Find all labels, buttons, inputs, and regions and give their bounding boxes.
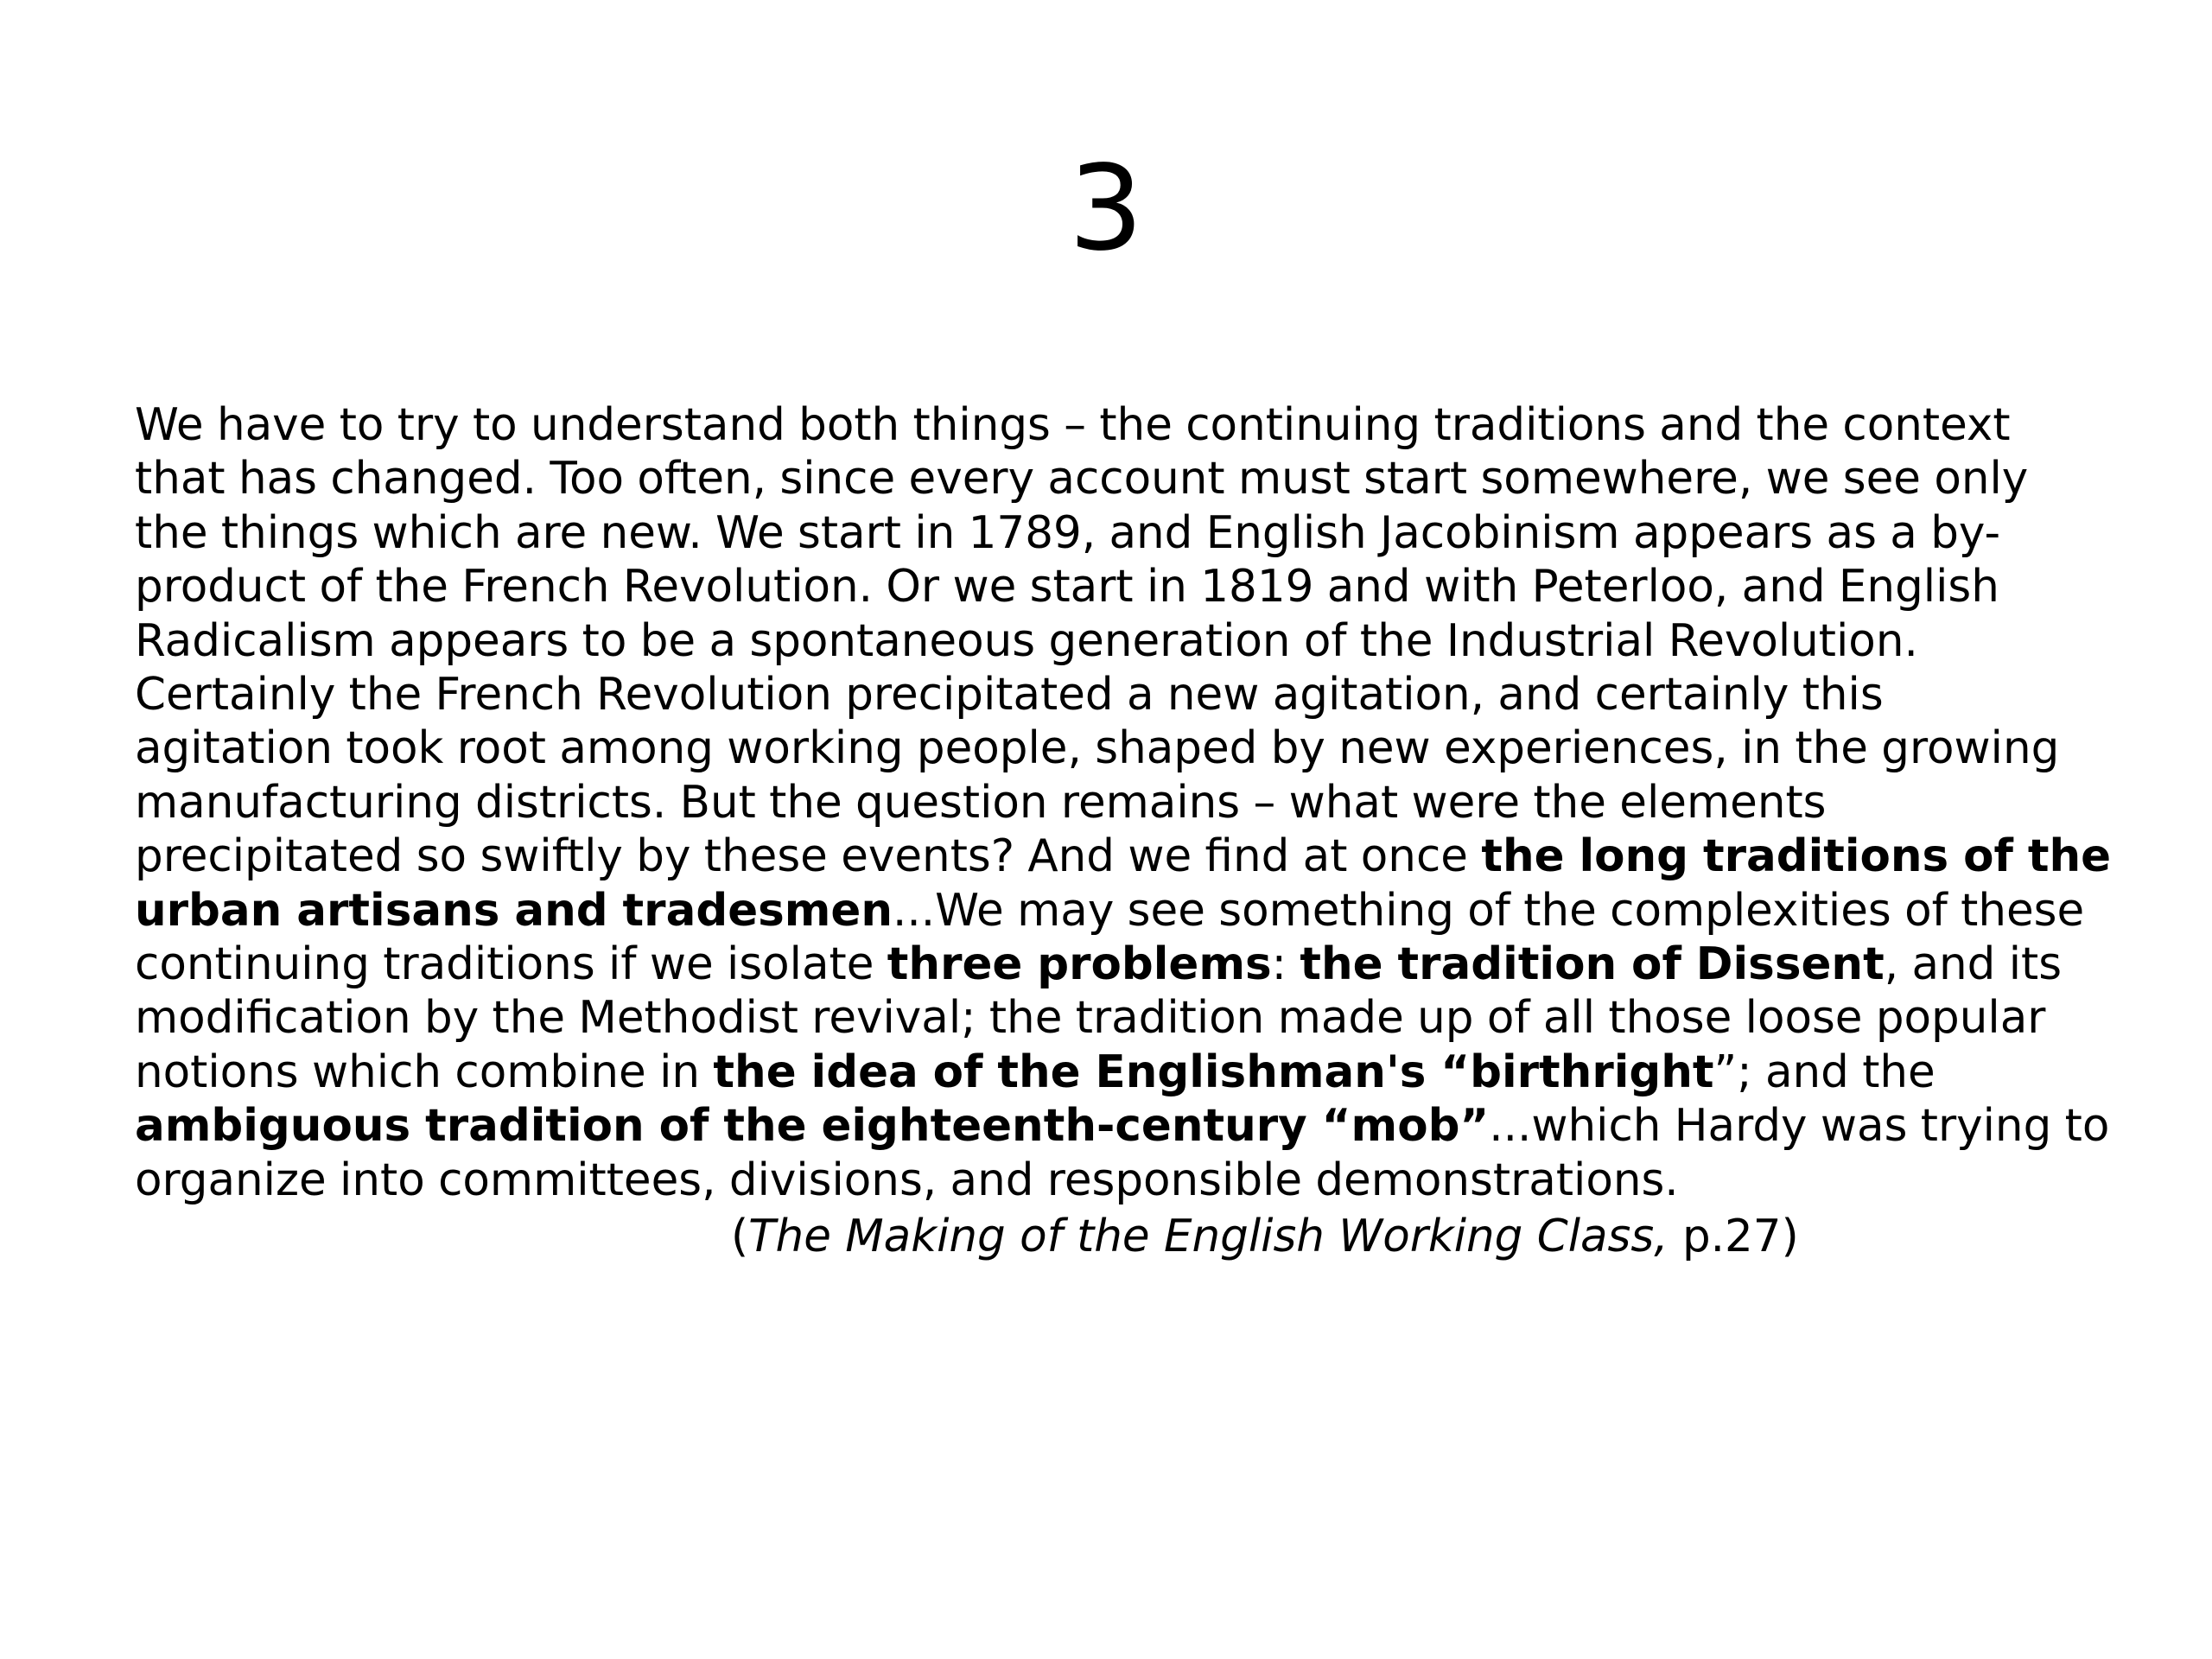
quote-line xyxy=(135,668,2113,721)
quote-line xyxy=(135,398,2113,452)
quote-text: ”; and the xyxy=(1713,1046,1936,1098)
quote-line xyxy=(135,1099,2113,1153)
citation-page: p.27) xyxy=(1668,1211,1799,1262)
quote-text: ...which Hardy was trying to xyxy=(1489,1100,2110,1153)
citation-open: ( xyxy=(731,1211,749,1262)
quote-line xyxy=(135,721,2113,775)
quote-emphasis: the idea of the Englishman's “birthright xyxy=(713,1046,1714,1098)
quote-emphasis: ambiguous tradition of the eighteenth-century “mob” xyxy=(135,1100,1490,1153)
quote-emphasis: the long traditions of the xyxy=(1481,830,2112,883)
quote-line xyxy=(135,938,2113,991)
quote-text: manufacturing districts. But the question remains – what were the elements xyxy=(135,776,1827,829)
quote-emphasis: the tradition of Dissent xyxy=(1300,938,1885,991)
quote-text: : xyxy=(1271,938,1300,991)
slide-title: 3 xyxy=(1068,141,1144,277)
quote-emphasis: urban artisans and tradesmen xyxy=(135,884,893,937)
citation xyxy=(731,1209,1799,1264)
quote-line xyxy=(135,830,2113,883)
quote-line xyxy=(135,560,2113,613)
quote-text: the things which are new. We start in 1789, and English Jacobinism appears as a by- xyxy=(135,506,2001,559)
quote-text: We have to try to understand both things – the continuing traditions and the context xyxy=(135,399,2011,451)
quote-text: Radicalism appears to be a spontaneous generation of the Industrial Revolution. xyxy=(135,614,1918,667)
quote-emphasis: three problems xyxy=(887,938,1272,991)
quote-text: Certainly the French Revolution precipitated a new agitation, and certainly this xyxy=(135,669,1884,721)
quote-line xyxy=(135,1046,2113,1099)
quote-text: , and its xyxy=(1884,938,2063,991)
quote-text: that has changed. Too often, since every account must start somewhere, we see only xyxy=(135,453,2029,505)
quote-body xyxy=(135,398,2113,1207)
quote-line xyxy=(135,776,2113,830)
quote-text: organize into committees, divisions, and responsible demonstrations. xyxy=(135,1154,1679,1206)
citation-book-title: The Making of the English Working Class, xyxy=(748,1211,1669,1262)
quote-text: precipitated so swiftly by these events? And we find at once xyxy=(135,830,1482,883)
quote-text: modification by the Methodist revival; the tradition made up of all those loose popular xyxy=(135,992,2046,1045)
quote-text: continuing traditions if we isolate xyxy=(135,938,887,991)
quote-text: agitation took root among working people, shaped by new experiences, in the growing xyxy=(135,722,2060,775)
quote-line xyxy=(135,991,2113,1045)
quote-text: notions which combine in xyxy=(135,1046,714,1098)
quote-line xyxy=(135,506,2113,560)
quote-line xyxy=(135,614,2113,668)
quote-text: ...We may see something of the complexities of these xyxy=(893,884,2085,937)
quote-text: product of the French Revolution. Or we start in 1819 and with Peterloo, and English xyxy=(135,561,1999,613)
quote-line xyxy=(135,1154,2113,1207)
quote-line xyxy=(135,452,2113,505)
quote-line xyxy=(135,884,2113,938)
